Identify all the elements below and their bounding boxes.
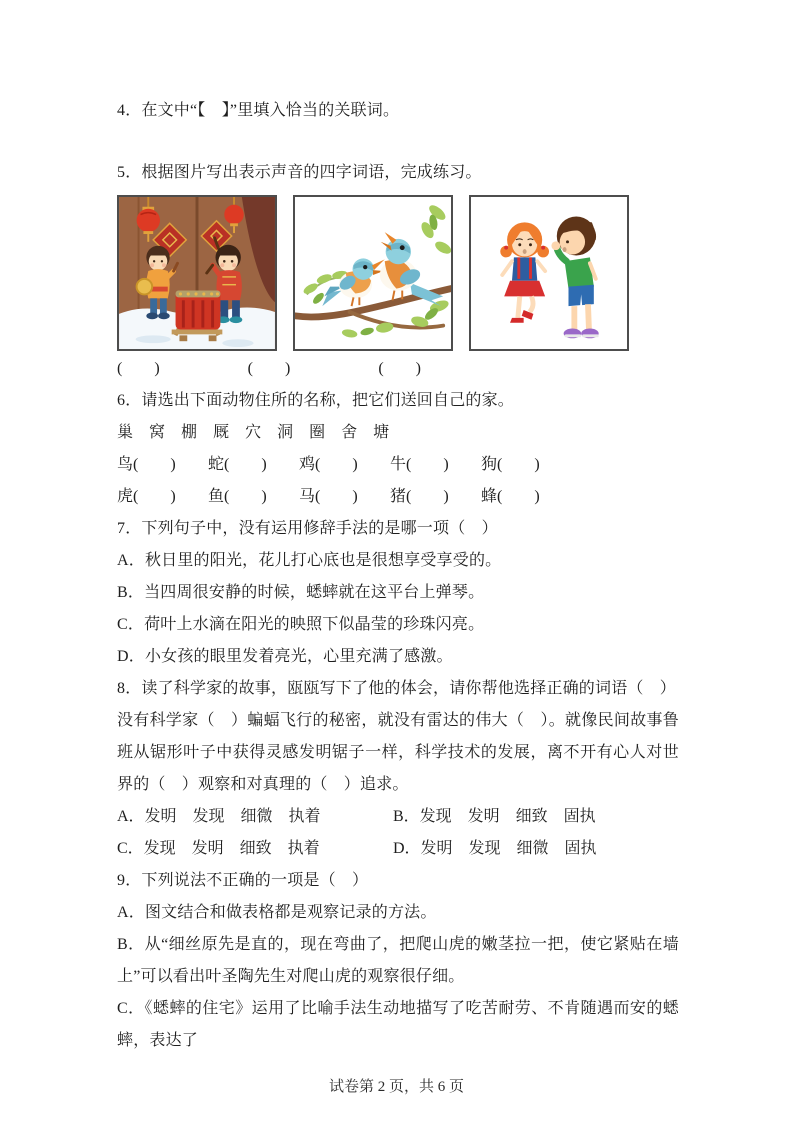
question-8-paragraph: 没有科学家（ ）蝙蝠飞行的秘密，就没有雷达的伟大（ ）。就像民间故事鲁班从锯形叶子中获得灵感发明锯子一样，科学技术的发展，离不开有心人对世界的（ ）观察和对真理的（ ）追求。 <box>117 712 679 793</box>
question-8-options <box>117 801 679 865</box>
animal-blank-cell: 虎( ) <box>117 488 176 505</box>
word-bank-item: 塘 <box>373 424 390 441</box>
animal-blank-cell: 猪( ) <box>390 488 449 505</box>
question-6-number: 6． <box>117 392 142 409</box>
page-number-text: 试卷第 2 页，共 6 页 <box>328 1079 464 1095</box>
question-5-images <box>117 195 679 351</box>
option-line: A．秋日里的阳光，花儿打心底也是很想享受享受的。 <box>117 552 502 569</box>
question-4-text: 在文中“【 】”里填入恰当的关联词。 <box>141 102 400 119</box>
question-7-options <box>117 545 679 673</box>
image-two-birds-singing-on-branch <box>293 195 453 351</box>
answer-blank: ( ) <box>247 360 291 377</box>
option-line: D．小女孩的眼里发着亮光，心里充满了感激。 <box>117 648 453 665</box>
animal-blank-cell: 鸡( ) <box>299 456 358 473</box>
animal-blank-cell: 鸟( ) <box>117 456 176 473</box>
word-bank-item: 舍 <box>341 424 358 441</box>
word-bank-item: 厩 <box>213 424 230 441</box>
question-6-animal-row-1 <box>117 449 679 481</box>
image-boy-whispering-to-girl <box>469 195 629 351</box>
page-footer <box>0 1075 793 1096</box>
image-children-beating-drum-new-year <box>117 195 277 351</box>
option-cell: A．发明 发现 细微 执着 <box>117 808 321 825</box>
option-cell: D．发明 发现 细微 固执 <box>393 840 597 857</box>
question-6-text: 请选出下面动物住所的名称，把它们送回自己的家。 <box>141 392 515 409</box>
answer-blank: ( ) <box>117 360 160 377</box>
answer-blank: ( ) <box>378 360 422 377</box>
word-bank-item: 棚 <box>181 424 198 441</box>
question-5 <box>117 157 679 189</box>
word-bank-item: 圈 <box>309 424 326 441</box>
question-8-text: 读了科学家的故事，瓯瓯写下了他的体会，请你帮他选择正确的词语（ ） <box>141 680 677 697</box>
exam-content <box>117 95 679 1057</box>
question-7-text: 下列句子中，没有运用修辞手法的是哪一项（ ） <box>141 520 498 537</box>
children-drumming-illustration <box>119 197 275 349</box>
question-7-number: 7． <box>117 520 142 537</box>
word-bank-item: 巢 <box>117 424 134 441</box>
question-8 <box>117 673 679 705</box>
question-7 <box>117 513 679 545</box>
question-5-text: 根据图片写出表示声音的四字词语，完成练习。 <box>141 164 482 181</box>
option-line: B．当四周很安静的时候，蟋蟀就在这平台上弹琴。 <box>117 584 485 601</box>
word-bank-item: 穴 <box>245 424 262 441</box>
question-5-number: 5． <box>117 164 142 181</box>
question-9-options <box>117 897 679 1057</box>
animal-blank-cell: 蜂( ) <box>481 488 540 505</box>
question-8-number: 8． <box>117 680 142 697</box>
question-5-answer-blanks <box>117 353 679 385</box>
option-cell: C．发现 发明 细致 执着 <box>117 840 320 857</box>
question-9 <box>117 865 679 897</box>
animal-blank-cell: 狗( ) <box>481 456 540 473</box>
option-line: B．从“细丝原先是直的，现在弯曲了，把爬山虎的嫩茎拉一把，使它紧贴在墙上”可以看出叶圣陶先生对爬山虎的观察很仔细。 <box>117 936 679 985</box>
question-4-number: 4． <box>117 102 142 119</box>
animal-blank-cell: 牛( ) <box>390 456 449 473</box>
question-9-number: 9． <box>117 872 142 889</box>
animal-blank-cell: 马( ) <box>299 488 358 505</box>
option-line: C．荷叶上水滴在阳光的映照下似晶莹的珍珠闪亮。 <box>117 616 485 633</box>
option-line: A．图文结合和做表格都是观察记录的方法。 <box>117 904 437 921</box>
option-cell: B．发现 发明 细致 固执 <box>393 808 596 825</box>
question-6 <box>117 385 679 417</box>
question-4 <box>117 95 679 127</box>
word-bank-item: 洞 <box>277 424 294 441</box>
animal-blank-cell: 鱼( ) <box>208 488 267 505</box>
question-6-animal-row-2 <box>117 481 679 513</box>
whispering-children-illustration <box>471 197 627 349</box>
drum <box>172 291 223 342</box>
option-line: C．《蟋蟀的住宅》运用了比喻手法生动地描写了吃苦耐劳、不肯随遇而安的蟋蟀，表达了 <box>117 1000 679 1049</box>
question-6-word-bank <box>117 417 679 449</box>
animal-blank-cell: 蛇( ) <box>208 456 267 473</box>
question-9-text: 下列说法不正确的一项是（ ） <box>141 872 369 889</box>
word-bank-item: 窝 <box>149 424 166 441</box>
birds-singing-illustration <box>295 197 451 349</box>
